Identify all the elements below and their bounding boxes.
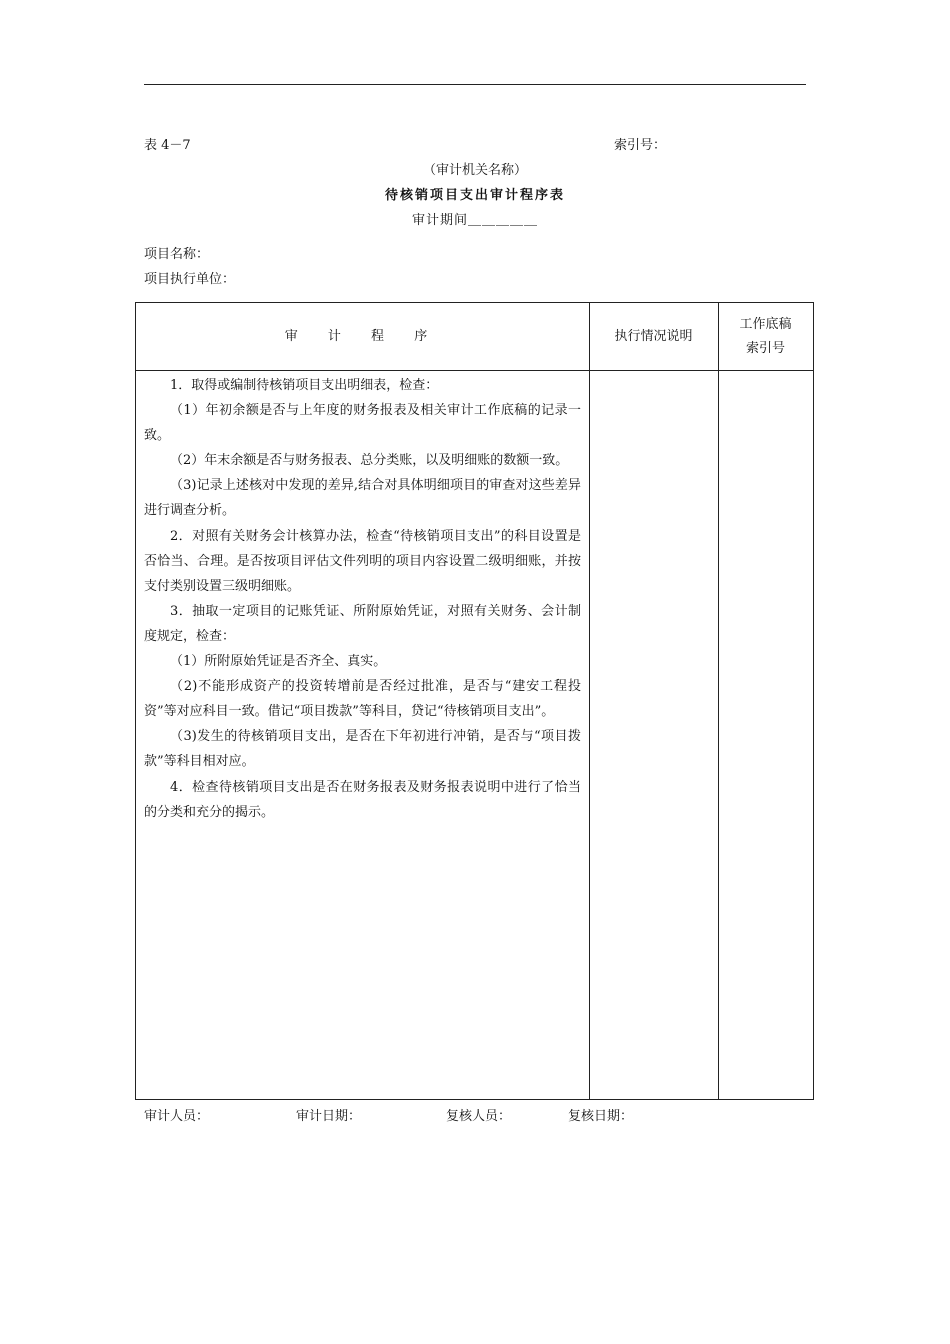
procedure-text (144, 373, 581, 825)
procedure-paragraph: （1）年初余额是否与上年度的财务报表及相关审计工作底稿的记录一致。 (144, 403, 581, 444)
procedure-paragraph: （3)发生的待核销项目支出，是否在下年初进行冲销，是否与“项目拨款”等科目相对应。 (144, 729, 581, 770)
procedure-paragraph: （2)不能形成资产的投资转增前是否经过批准，是否与“建安工程投资”等对应科目一致。借记“项目拨款”等科目，贷记“待核销项目支出”。 (144, 679, 581, 720)
index-number-label: 索引号： (614, 138, 667, 153)
audit-period: 审计期间＿＿＿＿＿ (411, 213, 538, 228)
column-header-ref-line1: 工作底稿 (739, 316, 792, 332)
table-number: 表 4－7 (144, 138, 191, 153)
top-rule (144, 84, 806, 85)
procedure-paragraph: （2）年末余额是否与财务报表、总分类账，以及明细账的数额一致。 (170, 453, 569, 469)
column-header-execution-label: 执行情况说明 (614, 328, 693, 344)
review-date-label: 复核日期： (568, 1109, 634, 1124)
audit-org-name: （审计机关名称） (422, 163, 527, 178)
auditor-label: 审计人员： (144, 1109, 210, 1124)
header-divider (136, 370, 813, 371)
column-header-procedure (136, 303, 589, 370)
column-header-ref-line2: 索引号 (745, 340, 785, 356)
procedure-paragraph: 4．检查待核销项目支出是否在财务报表及财务报表说明中进行了恰当的分类和充分的揭示。 (144, 779, 581, 820)
procedure-paragraph: 2．对照有关财务会计核算办法，检查“待核销项目支出”的科目设置是否恰当、合理。是否按项目评估文件列明的项目内容设置二级明细账，并按支付类别设置三级明细账。 (144, 528, 581, 594)
column-header-workpaper-ref (718, 303, 813, 370)
document-title: 待核销项目支出审计程序表 (384, 188, 565, 203)
procedure-paragraph: （3)记录上述核对中发现的差异,结合对具体明细项目的审查对这些差异进行调查分析。 (144, 478, 581, 519)
reviewer-label: 复核人员： (446, 1109, 512, 1124)
column-header-procedure-label: 审 计 程 序 (284, 328, 441, 344)
column-header-execution (589, 303, 718, 370)
procedure-paragraph: 1．取得或编制待核销项目支出明细表，检查： (170, 378, 439, 393)
project-unit-label: 项目执行单位： (144, 272, 236, 287)
audit-date-label: 审计日期： (296, 1109, 362, 1124)
procedure-paragraph: （1）所附原始凭证是否齐全、真实。 (170, 654, 387, 670)
project-name-label: 项目名称： (144, 247, 210, 262)
audit-procedure-table (135, 302, 814, 1100)
column-divider (589, 303, 590, 1099)
procedure-paragraph: 3．抽取一定项目的记账凭证、所附原始凭证，对照有关财务、会计制度规定，检查： (144, 603, 581, 644)
column-divider (718, 303, 719, 1099)
